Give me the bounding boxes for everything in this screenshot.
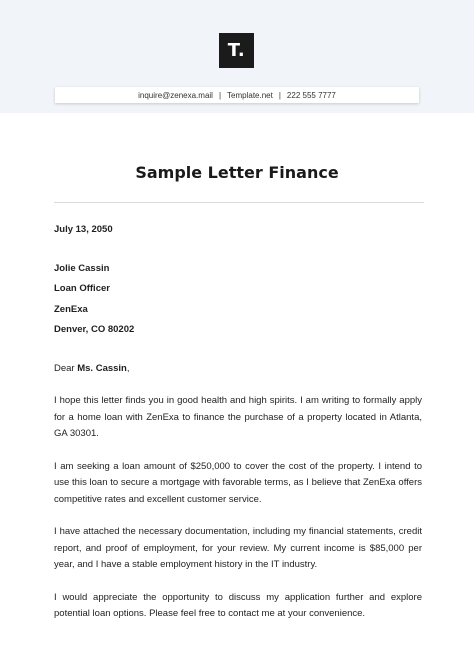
contact-separator: | bbox=[278, 90, 281, 100]
salutation-name: Ms. Cassin bbox=[77, 362, 127, 374]
recipient-city: Denver, CO 80202 bbox=[54, 324, 135, 335]
recipient-position: Loan Officer bbox=[54, 283, 110, 294]
contact-bar bbox=[55, 87, 419, 103]
contact-email: inquire@zenexa.mail bbox=[138, 90, 213, 100]
paragraph-closing: I would appreciate the opportunity to discuss my application further and explore potential loan options. Please feel free to contact me at your convenience. bbox=[54, 591, 422, 619]
letterhead bbox=[0, 0, 474, 113]
divider bbox=[54, 202, 424, 203]
contact-phone: 222 555 7777 bbox=[286, 90, 336, 100]
salutation bbox=[54, 361, 422, 378]
letter-date: July 13, 2050 bbox=[54, 224, 113, 235]
salutation-suffix: , bbox=[126, 362, 130, 374]
recipient-name: Jolie Cassin bbox=[54, 262, 110, 274]
contact-separator: | bbox=[218, 90, 222, 100]
contact-website: Template.net bbox=[227, 90, 273, 100]
letter-title: Sample Letter Finance bbox=[135, 163, 339, 182]
paragraph-loan-amount: I am seeking a loan amount of $250,000 to cover the cost of the property. I intend to use this loan to secure a mortgage with favorable terms, as I believe that ZenExa offers competitive rates and excellent customer service. bbox=[54, 460, 422, 505]
paragraph-intro: I hope this letter finds you in good health and high spirits. I am writing to formally apply for a home loan with ZenExa to finance the purchase of a property located in Atlanta, GA 30301. bbox=[54, 395, 422, 439]
recipient-company: ZenExa bbox=[54, 303, 88, 315]
logo: T. bbox=[219, 33, 254, 68]
paragraph-documentation: I have attached the necessary documentation, including my financial statements, credit report, and proof of employment, for your review. My current income is $85,000 per year, and I have a stable employment history in the IT industry. bbox=[54, 526, 422, 570]
salutation-prefix: Dear bbox=[54, 362, 78, 374]
letter-body bbox=[54, 222, 422, 639]
recipient-block bbox=[54, 259, 422, 341]
